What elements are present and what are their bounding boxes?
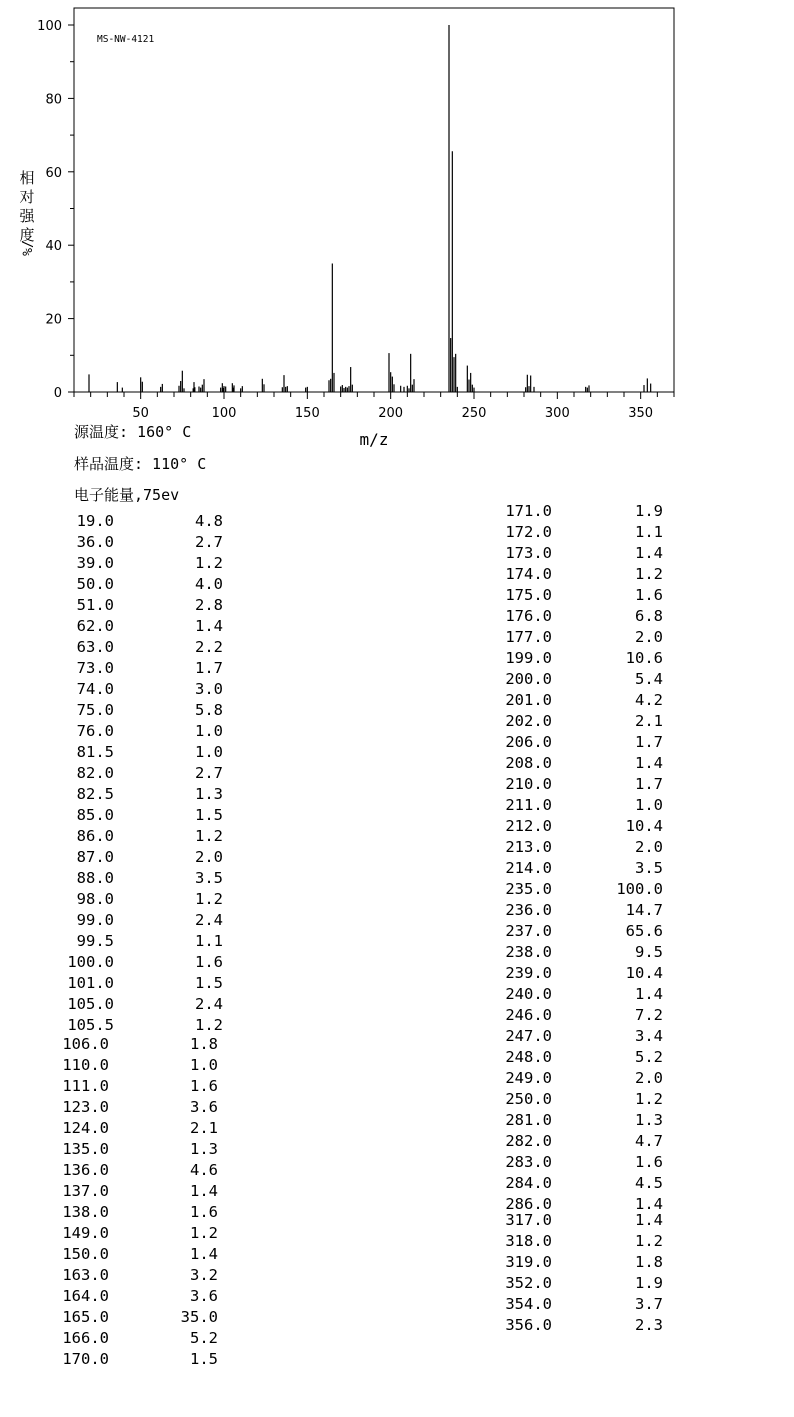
peak-mz: 124.0 — [62, 1119, 109, 1137]
peak-mz: 74.0 — [76, 680, 114, 698]
peak-mz: 63.0 — [76, 638, 114, 656]
peak-abundance: 2.4 — [195, 995, 223, 1013]
peak-mz: 175.0 — [505, 586, 552, 604]
peak-abundance: 1.2 — [195, 554, 223, 572]
peak-mz: 111.0 — [62, 1077, 109, 1095]
peak-mz: 149.0 — [62, 1224, 109, 1242]
peak-mz: 237.0 — [505, 922, 552, 940]
peak-mz: 50.0 — [76, 575, 114, 593]
peak-abundance: 4.6 — [190, 1161, 218, 1179]
peak-abundance: 1.0 — [635, 796, 663, 814]
peak-abundance: 5.4 — [635, 670, 663, 688]
y-axis — [37, 19, 74, 401]
peak-mz: 200.0 — [505, 670, 552, 688]
peak-mz: 173.0 — [505, 544, 552, 562]
mass-spectrum-chart — [0, 0, 794, 460]
peak-abundance: 5.8 — [195, 701, 223, 719]
peak-mz: 137.0 — [62, 1182, 109, 1200]
peak-mz: 136.0 — [62, 1161, 109, 1179]
peak-abundance: 1.4 — [190, 1245, 218, 1263]
peak-mz: 101.0 — [67, 974, 114, 992]
peak-abundance: 2.1 — [635, 712, 663, 730]
peak-abundance: 1.2 — [195, 1016, 223, 1034]
peak-abundance: 3.5 — [635, 859, 663, 877]
peak-mz: 99.5 — [76, 932, 114, 950]
peak-abundance: 4.5 — [635, 1174, 663, 1192]
peak-mz: 105.0 — [67, 995, 114, 1013]
y-label-char: 相 — [19, 169, 35, 187]
peak-abundance: 3.7 — [635, 1295, 663, 1313]
y-tick-label: 40 — [45, 239, 62, 255]
peak-abundance: 1.6 — [190, 1077, 218, 1095]
peak-abundance: 100.0 — [616, 880, 663, 898]
spectrum-peaks — [89, 25, 651, 392]
peak-abundance: 1.1 — [195, 932, 223, 950]
x-tick-label: 250 — [461, 406, 487, 421]
y-tick-label: 60 — [45, 165, 62, 181]
peak-mz: 246.0 — [505, 1006, 552, 1024]
peak-mz: 235.0 — [505, 880, 552, 898]
peak-mz: 138.0 — [62, 1203, 109, 1221]
peak-mz: 202.0 — [505, 712, 552, 730]
peak-mz: 51.0 — [76, 596, 114, 614]
peak-abundance: 1.6 — [635, 586, 663, 604]
peak-abundance: 10.6 — [625, 649, 663, 667]
peak-mz: 236.0 — [505, 901, 552, 919]
peak-abundance: 1.2 — [635, 1232, 663, 1250]
peak-abundance: 1.9 — [635, 1274, 663, 1292]
peak-abundance: 1.1 — [635, 523, 663, 541]
peak-mz: 214.0 — [505, 859, 552, 877]
peak-mz: 172.0 — [505, 523, 552, 541]
y-label-char: 对 — [19, 188, 35, 206]
x-tick-label: 150 — [294, 406, 320, 421]
peak-abundance: 10.4 — [625, 817, 663, 835]
peak-abundance: 1.5 — [195, 806, 223, 824]
peak-mz: 213.0 — [505, 838, 552, 856]
peak-mz: 166.0 — [62, 1329, 109, 1347]
peak-mz: 99.0 — [76, 911, 114, 929]
peak-mz: 177.0 — [505, 628, 552, 646]
peak-abundance: 3.0 — [195, 680, 223, 698]
peak-mz: 62.0 — [76, 617, 114, 635]
peak-mz: 88.0 — [76, 869, 114, 887]
peak-abundance: 1.8 — [635, 1253, 663, 1271]
peak-abundance: 1.4 — [635, 985, 663, 1003]
peak-abundance: 1.2 — [195, 890, 223, 908]
peak-abundance: 5.2 — [635, 1048, 663, 1066]
y-tick-label: 100 — [37, 19, 62, 34]
peak-abundance: 2.4 — [195, 911, 223, 929]
peak-abundance: 1.0 — [195, 722, 223, 740]
peak-mz: 174.0 — [505, 565, 552, 583]
peak-abundance: 1.7 — [635, 733, 663, 751]
peak-mz: 248.0 — [505, 1048, 552, 1066]
peak-mz: 163.0 — [62, 1266, 109, 1284]
peak-abundance: 14.7 — [625, 901, 663, 919]
peak-abundance: 1.6 — [635, 1153, 663, 1171]
peak-mz: 352.0 — [505, 1274, 552, 1292]
peak-mz: 201.0 — [505, 691, 552, 709]
peak-mz: 76.0 — [76, 722, 114, 740]
peak-mz: 135.0 — [62, 1140, 109, 1158]
peak-abundance: 2.0 — [635, 628, 663, 646]
x-tick-label: 50 — [132, 406, 149, 421]
sample-temperature: 样品温度: 110° C — [74, 455, 207, 473]
peak-mz: 105.5 — [67, 1016, 114, 1034]
peak-abundance: 9.5 — [635, 943, 663, 961]
peak-mz: 81.5 — [76, 743, 114, 761]
peak-abundance: 35.0 — [180, 1308, 218, 1326]
peak-mz: 36.0 — [76, 533, 114, 551]
plot-frame — [74, 8, 674, 392]
y-label-char: 度 — [19, 226, 35, 244]
peak-abundance: 1.2 — [635, 565, 663, 583]
peak-abundance: 2.0 — [195, 848, 223, 866]
peak-mz: 123.0 — [62, 1098, 109, 1116]
source-temperature: 源温度: 160° C — [74, 423, 192, 441]
peak-abundance: 1.9 — [635, 502, 663, 520]
peak-abundance: 4.2 — [635, 691, 663, 709]
peak-abundance: 10.4 — [625, 964, 663, 982]
peak-abundance: 1.6 — [195, 953, 223, 971]
peak-mz: 356.0 — [505, 1316, 552, 1334]
peak-mz: 106.0 — [62, 1035, 109, 1053]
peak-mz: 240.0 — [505, 985, 552, 1003]
peak-mz: 211.0 — [505, 796, 552, 814]
peak-mz: 250.0 — [505, 1090, 552, 1108]
peak-abundance: 7.2 — [635, 1006, 663, 1024]
peak-abundance: 3.4 — [635, 1027, 663, 1045]
peak-mz: 354.0 — [505, 1295, 552, 1313]
y-tick-label: 80 — [45, 92, 62, 108]
y-tick-label: 0 — [53, 386, 62, 401]
peak-mz: 170.0 — [62, 1350, 109, 1368]
peak-abundance: 2.7 — [195, 764, 223, 782]
y-tick-label: 20 — [45, 312, 62, 328]
peak-abundance: 1.5 — [190, 1350, 218, 1368]
peak-mz: 75.0 — [76, 701, 114, 719]
peak-mz: 98.0 — [76, 890, 114, 908]
x-tick-label: 100 — [211, 406, 237, 421]
peak-mz: 283.0 — [505, 1153, 552, 1171]
peak-mz: 238.0 — [505, 943, 552, 961]
peak-mz: 176.0 — [505, 607, 552, 625]
electron-energy: 电子能量,75ev — [74, 486, 180, 504]
peak-mz: 171.0 — [505, 502, 552, 520]
peak-abundance: 1.6 — [190, 1203, 218, 1221]
peak-abundance: 1.0 — [190, 1056, 218, 1074]
spectrum-id-label: MS-NW-4121 — [97, 34, 155, 45]
y-label-char: 强 — [19, 207, 35, 225]
x-axis-label: m/z — [359, 430, 389, 449]
peak-mz: 206.0 — [505, 733, 552, 751]
peak-abundance: 2.8 — [195, 596, 223, 614]
peak-mz: 286.0 — [505, 1195, 552, 1213]
peak-abundance: 3.5 — [195, 869, 223, 887]
peak-abundance: 1.5 — [195, 974, 223, 992]
peak-mz: 86.0 — [76, 827, 114, 845]
peak-abundance: 1.7 — [635, 775, 663, 793]
peak-mz: 164.0 — [62, 1287, 109, 1305]
peak-mz: 249.0 — [505, 1069, 552, 1087]
x-tick-label: 200 — [378, 406, 404, 421]
peak-abundance: 3.6 — [190, 1098, 218, 1116]
peak-abundance: 1.8 — [190, 1035, 218, 1053]
peak-mz: 110.0 — [62, 1056, 109, 1074]
peak-mz: 199.0 — [505, 649, 552, 667]
peak-abundance: 1.4 — [635, 754, 663, 772]
peak-mz: 247.0 — [505, 1027, 552, 1045]
peak-abundance: 2.1 — [190, 1119, 218, 1137]
peak-mz: 212.0 — [505, 817, 552, 835]
peak-abundance: 6.8 — [635, 607, 663, 625]
peak-mz: 318.0 — [505, 1232, 552, 1250]
peak-mz: 317.0 — [505, 1211, 552, 1229]
peak-abundance: 1.4 — [190, 1182, 218, 1200]
x-axis — [74, 392, 674, 421]
x-tick-label: 350 — [628, 406, 654, 421]
peak-mz: 87.0 — [76, 848, 114, 866]
peak-abundance: 1.0 — [195, 743, 223, 761]
peak-mz: 85.0 — [76, 806, 114, 824]
peak-abundance: 4.8 — [195, 512, 223, 530]
peak-abundance: 1.3 — [635, 1111, 663, 1129]
peak-mz: 82.5 — [76, 785, 114, 803]
peak-abundance: 1.7 — [195, 659, 223, 677]
peak-abundance: 1.4 — [635, 544, 663, 562]
peak-mz: 282.0 — [505, 1132, 552, 1150]
peak-mz: 19.0 — [76, 512, 114, 530]
peak-mz: 210.0 — [505, 775, 552, 793]
peak-abundance: 1.2 — [635, 1090, 663, 1108]
peak-abundance: 2.3 — [635, 1316, 663, 1334]
peak-abundance: 1.3 — [195, 785, 223, 803]
peak-mz: 73.0 — [76, 659, 114, 677]
peak-abundance: 1.4 — [195, 617, 223, 635]
peak-abundance: 65.6 — [625, 922, 663, 940]
y-label-unit: %/ — [21, 240, 36, 256]
peak-abundance: 1.2 — [190, 1224, 218, 1242]
peak-abundance: 3.6 — [190, 1287, 218, 1305]
peak-mz: 39.0 — [76, 554, 114, 572]
y-axis-label — [19, 169, 36, 256]
peak-mz: 319.0 — [505, 1253, 552, 1271]
peak-mz: 208.0 — [505, 754, 552, 772]
peak-abundance: 2.0 — [635, 1069, 663, 1087]
peak-mz: 281.0 — [505, 1111, 552, 1129]
peak-abundance: 1.2 — [195, 827, 223, 845]
peak-mz: 82.0 — [76, 764, 114, 782]
peak-abundance: 1.4 — [635, 1211, 663, 1229]
peak-abundance: 2.0 — [635, 838, 663, 856]
peak-mz: 284.0 — [505, 1174, 552, 1192]
peak-abundance: 4.7 — [635, 1132, 663, 1150]
peak-abundance: 5.2 — [190, 1329, 218, 1347]
peak-abundance: 2.7 — [195, 533, 223, 551]
peak-abundance: 1.3 — [190, 1140, 218, 1158]
peak-mz: 150.0 — [62, 1245, 109, 1263]
peak-abundance: 3.2 — [190, 1266, 218, 1284]
peak-mz: 239.0 — [505, 964, 552, 982]
peak-abundance: 4.0 — [195, 575, 223, 593]
peak-mz: 165.0 — [62, 1308, 109, 1326]
peak-abundance: 2.2 — [195, 638, 223, 656]
peak-abundance: 1.4 — [635, 1195, 663, 1213]
peak-mz: 100.0 — [67, 953, 114, 971]
x-tick-label: 300 — [544, 406, 570, 421]
